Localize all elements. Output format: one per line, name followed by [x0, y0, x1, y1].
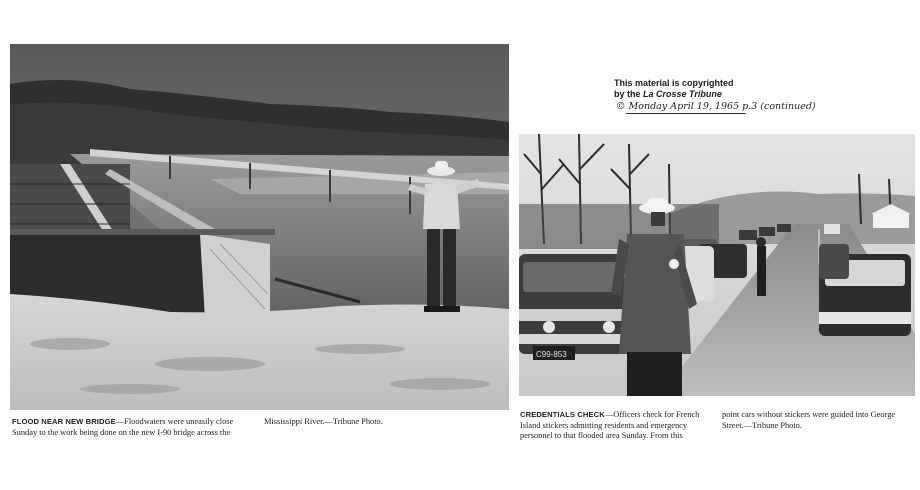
copyright-line-1: This material is copyrighted: [614, 78, 734, 88]
left-caption-text-b: Mississippi River.—Tribune Photo.: [264, 417, 383, 426]
right-caption-column-1: [520, 410, 710, 442]
copyright-publication-name: La Crosse Tribune: [643, 89, 722, 99]
copyright-symbol: ©: [616, 101, 626, 112]
right-caption-heading: CREDENTIALS CHECK: [520, 410, 605, 419]
copyright-line-2-prefix: by the: [614, 89, 641, 99]
handwritten-underline: [626, 113, 746, 114]
right-caption-text-a: —Officers check for French Island stickers admitting residents and emergency personnel to that flooded area Sunday. From this: [520, 410, 700, 440]
copyright-stamp: [614, 78, 844, 100]
left-caption-column-1: [12, 417, 257, 438]
credentials-check-photo: [519, 134, 915, 396]
license-plate-text: C99-853: [536, 350, 567, 359]
copyright-line-2: [614, 89, 844, 100]
right-caption-text-b: point cars without stickers were guided into George Street.—Tribune Photo.: [722, 410, 896, 430]
flood-bridge-photo: [10, 44, 509, 410]
left-caption-text-a: —Floodwaters were uneasily close Sunday to the work being done on the new I-90 bridge across the: [12, 417, 234, 437]
right-caption-column-2: [722, 410, 917, 431]
flood-bridge-photo-drawing: [10, 44, 509, 410]
left-caption-column-2: [264, 417, 464, 428]
handwritten-date: Monday April 19, 1965 p.3 (continued): [628, 101, 816, 112]
credentials-check-photo-drawing: [519, 134, 915, 396]
handwritten-date-note: [616, 101, 826, 112]
left-caption-heading: FLOOD NEAR NEW BRIDGE: [12, 417, 116, 426]
